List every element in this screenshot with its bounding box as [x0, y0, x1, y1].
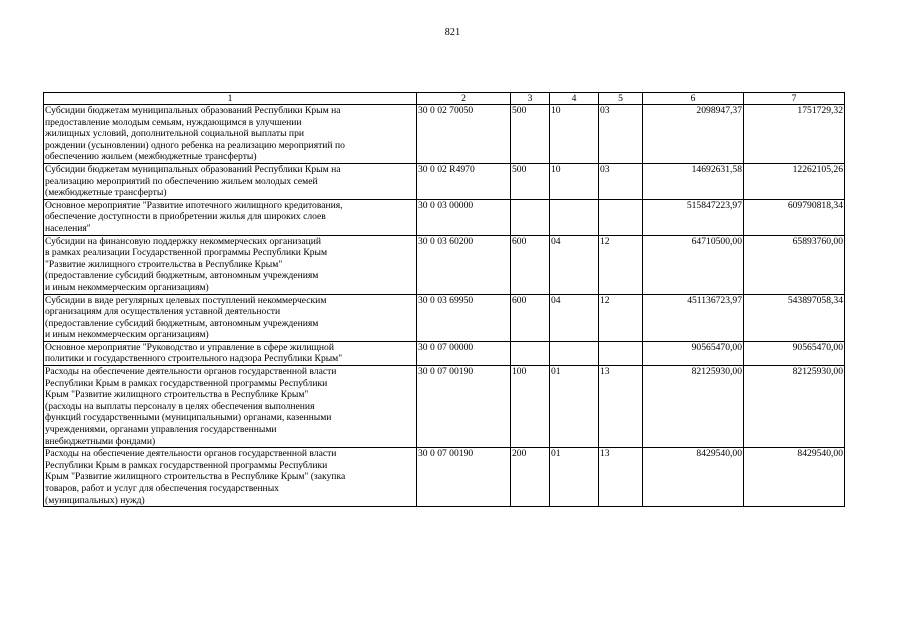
column-header: 2 — [417, 93, 511, 105]
row-expense-type: 500 — [511, 105, 550, 164]
row-amount-col7: 82125930,00 — [744, 366, 845, 448]
table-row — [44, 294, 845, 341]
row-amount-col6: 64710500,00 — [643, 235, 744, 294]
row-section: 10 — [550, 163, 599, 199]
row-section: 10 — [550, 105, 599, 164]
page-number: 821 — [444, 27, 461, 38]
table-row — [44, 341, 845, 365]
column-header: 6 — [643, 93, 744, 105]
row-target-code: 30 0 03 69950 — [417, 294, 511, 341]
row-name: Расходы на обеспечение деятельности органов государственной власти Республики Крым в рамках государственной программы Республики Крым "Развитие жилищного строительства в Республике Крым" (расходы на выплаты персоналу в целях обеспечения выполнения функций государственными (муниципальными) органами, казенными учреждениями, органами управления государственными внебюджетными фондами) — [44, 366, 417, 448]
table-row — [44, 105, 845, 164]
row-amount-col6: 515847223,97 — [643, 199, 744, 235]
row-target-code: 30 0 02 70050 — [417, 105, 511, 164]
row-section: 01 — [550, 366, 599, 448]
row-amount-col7: 12262105,26 — [744, 163, 845, 199]
row-subsection: 03 — [599, 105, 643, 164]
row-name: Субсидии на финансовую поддержку некоммерческих организаций в рамках реализации Государственной программы Республики Крым "Развитие жилищного строительства в Республике Крым" (предоставление субсидий бюджетным, автономным учреждениям и иным некоммерческим организациям) — [44, 235, 417, 294]
row-amount-col7: 8429540,00 — [744, 448, 845, 507]
row-expense-type — [511, 341, 550, 365]
row-amount-col7: 543897058,34 — [744, 294, 845, 341]
row-subsection: 13 — [599, 448, 643, 507]
table-row — [44, 235, 845, 294]
table-row — [44, 163, 845, 199]
row-section — [550, 199, 599, 235]
row-target-code: 30 0 07 00000 — [417, 341, 511, 365]
table-row — [44, 366, 845, 448]
row-amount-col6: 451136723,97 — [643, 294, 744, 341]
row-amount-col7: 65893760,00 — [744, 235, 845, 294]
row-expense-type: 600 — [511, 294, 550, 341]
column-header: 7 — [744, 93, 845, 105]
header-row — [44, 93, 845, 105]
column-header: 1 — [44, 93, 417, 105]
row-section: 04 — [550, 294, 599, 341]
table-row — [44, 448, 845, 507]
row-amount-col7: 609790818,34 — [744, 199, 845, 235]
row-expense-type: 500 — [511, 163, 550, 199]
row-target-code: 30 0 02 R4970 — [417, 163, 511, 199]
row-expense-type — [511, 199, 550, 235]
row-amount-col6: 90565470,00 — [643, 341, 744, 365]
row-section: 01 — [550, 448, 599, 507]
row-subsection: 13 — [599, 366, 643, 448]
column-header: 3 — [511, 93, 550, 105]
row-section: 04 — [550, 235, 599, 294]
row-amount-col6: 82125930,00 — [643, 366, 744, 448]
row-name: Субсидии бюджетам муниципальных образований Республики Крым на реализацию мероприятий по обеспечению жильем молодых семей (межбюджетные трансферты) — [44, 163, 417, 199]
row-section — [550, 341, 599, 365]
table-row — [44, 199, 845, 235]
row-target-code: 30 0 07 00190 — [417, 366, 511, 448]
column-header: 5 — [599, 93, 643, 105]
row-target-code: 30 0 07 00190 — [417, 448, 511, 507]
row-subsection — [599, 199, 643, 235]
row-name: Субсидии в виде регулярных целевых поступлений некоммерческим организациям для осуществления уставной деятельности (предоставление субсидий бюджетным, автономным учреждениям и иным некоммерческим организациям) — [44, 294, 417, 341]
row-expense-type: 100 — [511, 366, 550, 448]
row-subsection: 03 — [599, 163, 643, 199]
row-amount-col7: 1751729,32 — [744, 105, 845, 164]
row-subsection: 12 — [599, 294, 643, 341]
row-name: Основное мероприятие "Руководство и управление в сфере жилищной политики и государственного строительного надзора Республики Крым" — [44, 341, 417, 365]
row-subsection — [599, 341, 643, 365]
row-name: Субсидии бюджетам муниципальных образований Республики Крым на предоставление молодым семьям, нуждающимся в улучшении жилищных условий, дополнительной социальной выплаты при рождении (усыновлении) одного ребенка на реализацию мероприятий по обеспечению жильем (межбюджетные трансферты) — [44, 105, 417, 164]
row-name: Расходы на обеспечение деятельности органов государственной власти Республики Крым в рамках государственной программы Республики Крым "Развитие жилищного строительства в Республике Крым" (закупка товаров, работ и услуг для обеспечения государственных (муниципальных) нужд) — [44, 448, 417, 507]
row-name: Основное мероприятие "Развитие ипотечного жилищного кредитования, обеспечение доступности в приобретении жилья для широких слоев населения" — [44, 199, 417, 235]
row-expense-type: 200 — [511, 448, 550, 507]
row-amount-col6: 14692631,58 — [643, 163, 744, 199]
row-subsection: 12 — [599, 235, 643, 294]
row-amount-col7: 90565470,00 — [744, 341, 845, 365]
row-amount-col6: 8429540,00 — [643, 448, 744, 507]
row-amount-col6: 2098947,37 — [643, 105, 744, 164]
row-target-code: 30 0 03 60200 — [417, 235, 511, 294]
row-target-code: 30 0 03 00000 — [417, 199, 511, 235]
budget-table — [43, 92, 845, 507]
column-header: 4 — [550, 93, 599, 105]
row-expense-type: 600 — [511, 235, 550, 294]
